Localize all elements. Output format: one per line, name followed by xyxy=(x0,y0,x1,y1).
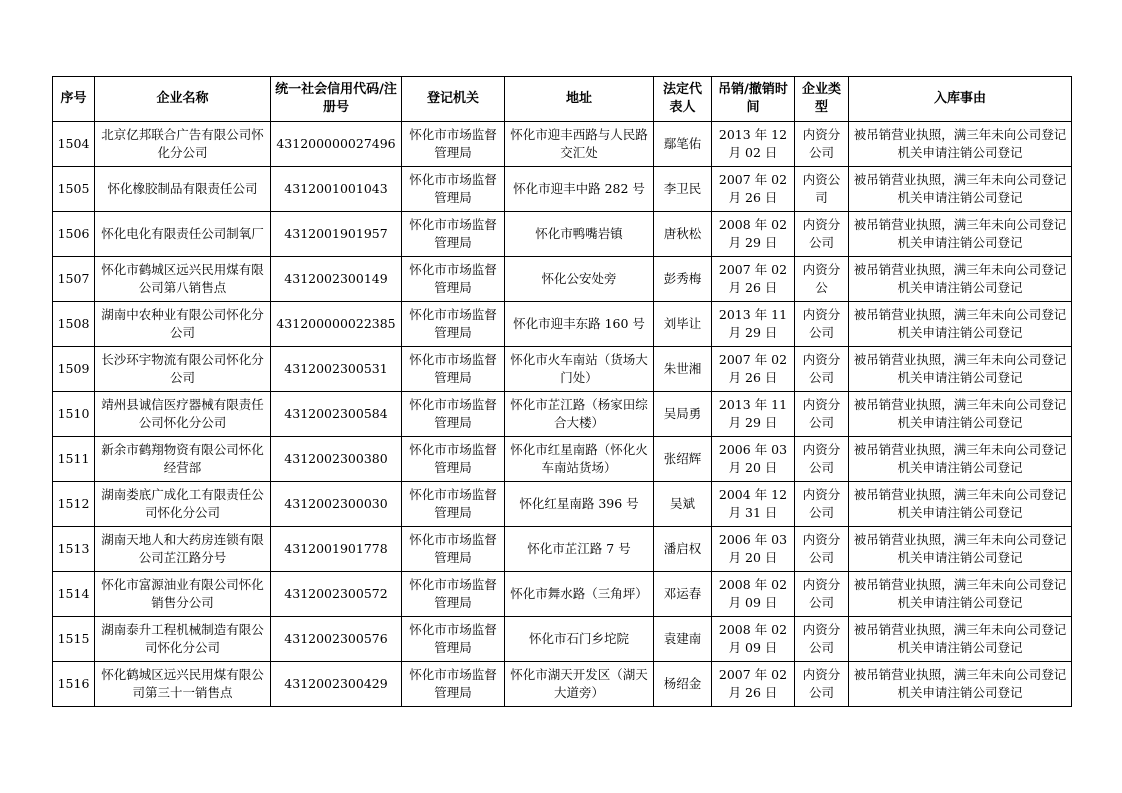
cell-credit-code: 4312001901778 xyxy=(271,527,402,572)
cell-listing-reason: 被吊销营业执照，满三年未向公司登记机关申请注销公司登记 xyxy=(849,257,1072,302)
cell-serial-no: 1510 xyxy=(53,392,95,437)
header-revocation-time: 吊销/撤销时间 xyxy=(712,77,795,122)
cell-registration-authority: 怀化市市场监督管理局 xyxy=(402,347,505,392)
cell-listing-reason: 被吊销营业执照，满三年未向公司登记机关申请注销公司登记 xyxy=(849,527,1072,572)
cell-enterprise-name: 怀化电化有限责任公司制氧厂 xyxy=(95,212,271,257)
cell-listing-reason: 被吊销营业执照，满三年未向公司登记机关申请注销公司登记 xyxy=(849,212,1072,257)
cell-enterprise-type: 内资公司 xyxy=(795,167,849,212)
cell-registration-authority: 怀化市市场监督管理局 xyxy=(402,257,505,302)
cell-revocation-time: 2006 年 03 月 20 日 xyxy=(712,527,795,572)
cell-enterprise-name: 湖南娄底广成化工有限责任公司怀化分公司 xyxy=(95,482,271,527)
cell-serial-no: 1515 xyxy=(53,617,95,662)
cell-enterprise-name: 靖州县诚信医疗器械有限责任公司怀化分公司 xyxy=(95,392,271,437)
table-row xyxy=(53,392,1072,437)
cell-serial-no: 1504 xyxy=(53,122,95,167)
cell-enterprise-type: 内资分公司 xyxy=(795,122,849,167)
cell-revocation-time: 2008 年 02 月 09 日 xyxy=(712,617,795,662)
cell-legal-representative: 吴斌 xyxy=(654,482,712,527)
cell-legal-representative: 彭秀梅 xyxy=(654,257,712,302)
cell-listing-reason: 被吊销营业执照，满三年未向公司登记机关申请注销公司登记 xyxy=(849,122,1072,167)
cell-registration-authority: 怀化市市场监督管理局 xyxy=(402,392,505,437)
cell-listing-reason: 被吊销营业执照，满三年未向公司登记机关申请注销公司登记 xyxy=(849,437,1072,482)
cell-revocation-time: 2007 年 02 月 26 日 xyxy=(712,347,795,392)
cell-address: 怀化红星南路 396 号 xyxy=(505,482,654,527)
cell-enterprise-type: 内资分公司 xyxy=(795,527,849,572)
table-row xyxy=(53,437,1072,482)
cell-enterprise-name: 新余市鹤翔物资有限公司怀化经营部 xyxy=(95,437,271,482)
cell-revocation-time: 2006 年 03 月 20 日 xyxy=(712,437,795,482)
cell-enterprise-type: 内资分公司 xyxy=(795,437,849,482)
table-row xyxy=(53,347,1072,392)
cell-serial-no: 1506 xyxy=(53,212,95,257)
cell-legal-representative: 鄢笔佑 xyxy=(654,122,712,167)
header-listing-reason: 入库事由 xyxy=(849,77,1072,122)
cell-address: 怀化市石门乡坨院 xyxy=(505,617,654,662)
cell-listing-reason: 被吊销营业执照，满三年未向公司登记机关申请注销公司登记 xyxy=(849,302,1072,347)
table-header-row xyxy=(53,77,1072,122)
cell-enterprise-type: 内资分公司 xyxy=(795,212,849,257)
header-address: 地址 xyxy=(505,77,654,122)
table-row xyxy=(53,482,1072,527)
cell-address: 怀化市芷江路（杨家田综合大楼） xyxy=(505,392,654,437)
cell-credit-code: 4312001001043 xyxy=(271,167,402,212)
cell-enterprise-type: 内资分公司 xyxy=(795,482,849,527)
table-row xyxy=(53,617,1072,662)
cell-serial-no: 1516 xyxy=(53,662,95,707)
revoked-enterprise-sheet xyxy=(52,76,1071,707)
cell-revocation-time: 2013 年 11 月 29 日 xyxy=(712,302,795,347)
cell-credit-code: 4312002300584 xyxy=(271,392,402,437)
cell-address: 怀化市鸭嘴岩镇 xyxy=(505,212,654,257)
cell-legal-representative: 李卫民 xyxy=(654,167,712,212)
table-row xyxy=(53,212,1072,257)
cell-enterprise-type: 内资分公司 xyxy=(795,302,849,347)
cell-credit-code: 431200000022385 xyxy=(271,302,402,347)
cell-legal-representative: 邓运春 xyxy=(654,572,712,617)
header-registration-authority: 登记机关 xyxy=(402,77,505,122)
cell-enterprise-name: 怀化鹤城区远兴民用煤有限公司第三十一销售点 xyxy=(95,662,271,707)
cell-enterprise-name: 湖南天地人和大药房连锁有限公司芷江路分号 xyxy=(95,527,271,572)
cell-serial-no: 1513 xyxy=(53,527,95,572)
cell-registration-authority: 怀化市市场监督管理局 xyxy=(402,662,505,707)
cell-listing-reason: 被吊销营业执照，满三年未向公司登记机关申请注销公司登记 xyxy=(849,662,1072,707)
cell-registration-authority: 怀化市市场监督管理局 xyxy=(402,167,505,212)
table-row xyxy=(53,122,1072,167)
cell-revocation-time: 2004 年 12 月 31 日 xyxy=(712,482,795,527)
cell-enterprise-type: 内资分公司 xyxy=(795,572,849,617)
cell-legal-representative: 张绍辉 xyxy=(654,437,712,482)
cell-enterprise-name: 怀化市鹤城区远兴民用煤有限公司第八销售点 xyxy=(95,257,271,302)
cell-revocation-time: 2007 年 02 月 26 日 xyxy=(712,662,795,707)
revoked-enterprise-table xyxy=(52,76,1072,707)
cell-revocation-time: 2013 年 12 月 02 日 xyxy=(712,122,795,167)
cell-registration-authority: 怀化市市场监督管理局 xyxy=(402,437,505,482)
cell-legal-representative: 潘启权 xyxy=(654,527,712,572)
cell-revocation-time: 2008 年 02 月 09 日 xyxy=(712,572,795,617)
cell-credit-code: 4312002300149 xyxy=(271,257,402,302)
cell-revocation-time: 2013 年 11 月 29 日 xyxy=(712,392,795,437)
cell-address: 怀化市火车南站（货场大门处） xyxy=(505,347,654,392)
cell-registration-authority: 怀化市市场监督管理局 xyxy=(402,527,505,572)
cell-registration-authority: 怀化市市场监督管理局 xyxy=(402,482,505,527)
table-row xyxy=(53,257,1072,302)
table-row xyxy=(53,167,1072,212)
cell-listing-reason: 被吊销营业执照，满三年未向公司登记机关申请注销公司登记 xyxy=(849,392,1072,437)
cell-registration-authority: 怀化市市场监督管理局 xyxy=(402,572,505,617)
cell-credit-code: 4312001901957 xyxy=(271,212,402,257)
cell-registration-authority: 怀化市市场监督管理局 xyxy=(402,617,505,662)
cell-legal-representative: 刘毕让 xyxy=(654,302,712,347)
table-body xyxy=(53,122,1072,707)
cell-credit-code: 4312002300380 xyxy=(271,437,402,482)
cell-serial-no: 1511 xyxy=(53,437,95,482)
table-row xyxy=(53,527,1072,572)
cell-enterprise-name: 湖南泰升工程机械制造有限公司怀化分公司 xyxy=(95,617,271,662)
cell-serial-no: 1509 xyxy=(53,347,95,392)
header-enterprise-type: 企业类型 xyxy=(795,77,849,122)
cell-revocation-time: 2007 年 02 月 26 日 xyxy=(712,167,795,212)
cell-legal-representative: 袁建南 xyxy=(654,617,712,662)
header-serial-no: 序号 xyxy=(53,77,95,122)
cell-enterprise-type: 内资分公司 xyxy=(795,617,849,662)
table-row xyxy=(53,662,1072,707)
cell-enterprise-name: 湖南中农种业有限公司怀化分公司 xyxy=(95,302,271,347)
cell-address: 怀化公安处旁 xyxy=(505,257,654,302)
cell-credit-code: 4312002300030 xyxy=(271,482,402,527)
cell-listing-reason: 被吊销营业执照，满三年未向公司登记机关申请注销公司登记 xyxy=(849,167,1072,212)
cell-serial-no: 1507 xyxy=(53,257,95,302)
cell-listing-reason: 被吊销营业执照，满三年未向公司登记机关申请注销公司登记 xyxy=(849,572,1072,617)
cell-registration-authority: 怀化市市场监督管理局 xyxy=(402,212,505,257)
cell-enterprise-type: 内资分公司 xyxy=(795,347,849,392)
cell-address: 怀化市湖天开发区（湖天大道旁） xyxy=(505,662,654,707)
header-credit-code: 统一社会信用代码/注册号 xyxy=(271,77,402,122)
cell-listing-reason: 被吊销营业执照，满三年未向公司登记机关申请注销公司登记 xyxy=(849,617,1072,662)
cell-legal-representative: 唐秋松 xyxy=(654,212,712,257)
cell-revocation-time: 2007 年 02 月 26 日 xyxy=(712,257,795,302)
cell-address: 怀化市红星南路（怀化火车南站货场） xyxy=(505,437,654,482)
cell-address: 怀化市舞水路（三角坪） xyxy=(505,572,654,617)
cell-legal-representative: 吴局勇 xyxy=(654,392,712,437)
cell-credit-code: 4312002300531 xyxy=(271,347,402,392)
cell-legal-representative: 杨绍金 xyxy=(654,662,712,707)
table-row xyxy=(53,572,1072,617)
cell-revocation-time: 2008 年 02 月 29 日 xyxy=(712,212,795,257)
cell-serial-no: 1514 xyxy=(53,572,95,617)
cell-enterprise-type: 内资分公 xyxy=(795,257,849,302)
cell-address: 怀化市迎丰东路 160 号 xyxy=(505,302,654,347)
cell-address: 怀化市迎丰西路与人民路交汇处 xyxy=(505,122,654,167)
cell-enterprise-type: 内资分公司 xyxy=(795,392,849,437)
cell-credit-code: 4312002300572 xyxy=(271,572,402,617)
cell-listing-reason: 被吊销营业执照，满三年未向公司登记机关申请注销公司登记 xyxy=(849,482,1072,527)
cell-enterprise-type: 内资分公司 xyxy=(795,662,849,707)
table-row xyxy=(53,302,1072,347)
cell-serial-no: 1508 xyxy=(53,302,95,347)
cell-address: 怀化市迎丰中路 282 号 xyxy=(505,167,654,212)
cell-address: 怀化市芷江路 7 号 xyxy=(505,527,654,572)
cell-serial-no: 1512 xyxy=(53,482,95,527)
cell-enterprise-name: 怀化橡胶制品有限责任公司 xyxy=(95,167,271,212)
cell-serial-no: 1505 xyxy=(53,167,95,212)
cell-credit-code: 4312002300429 xyxy=(271,662,402,707)
cell-credit-code: 431200000027496 xyxy=(271,122,402,167)
cell-registration-authority: 怀化市市场监督管理局 xyxy=(402,122,505,167)
header-enterprise-name: 企业名称 xyxy=(95,77,271,122)
cell-credit-code: 4312002300576 xyxy=(271,617,402,662)
cell-enterprise-name: 长沙环宇物流有限公司怀化分公司 xyxy=(95,347,271,392)
header-legal-representative: 法定代表人 xyxy=(654,77,712,122)
cell-listing-reason: 被吊销营业执照，满三年未向公司登记机关申请注销公司登记 xyxy=(849,347,1072,392)
cell-enterprise-name: 怀化市富源油业有限公司怀化销售分公司 xyxy=(95,572,271,617)
cell-registration-authority: 怀化市市场监督管理局 xyxy=(402,302,505,347)
cell-legal-representative: 朱世湘 xyxy=(654,347,712,392)
cell-enterprise-name: 北京亿邦联合广告有限公司怀化分公司 xyxy=(95,122,271,167)
